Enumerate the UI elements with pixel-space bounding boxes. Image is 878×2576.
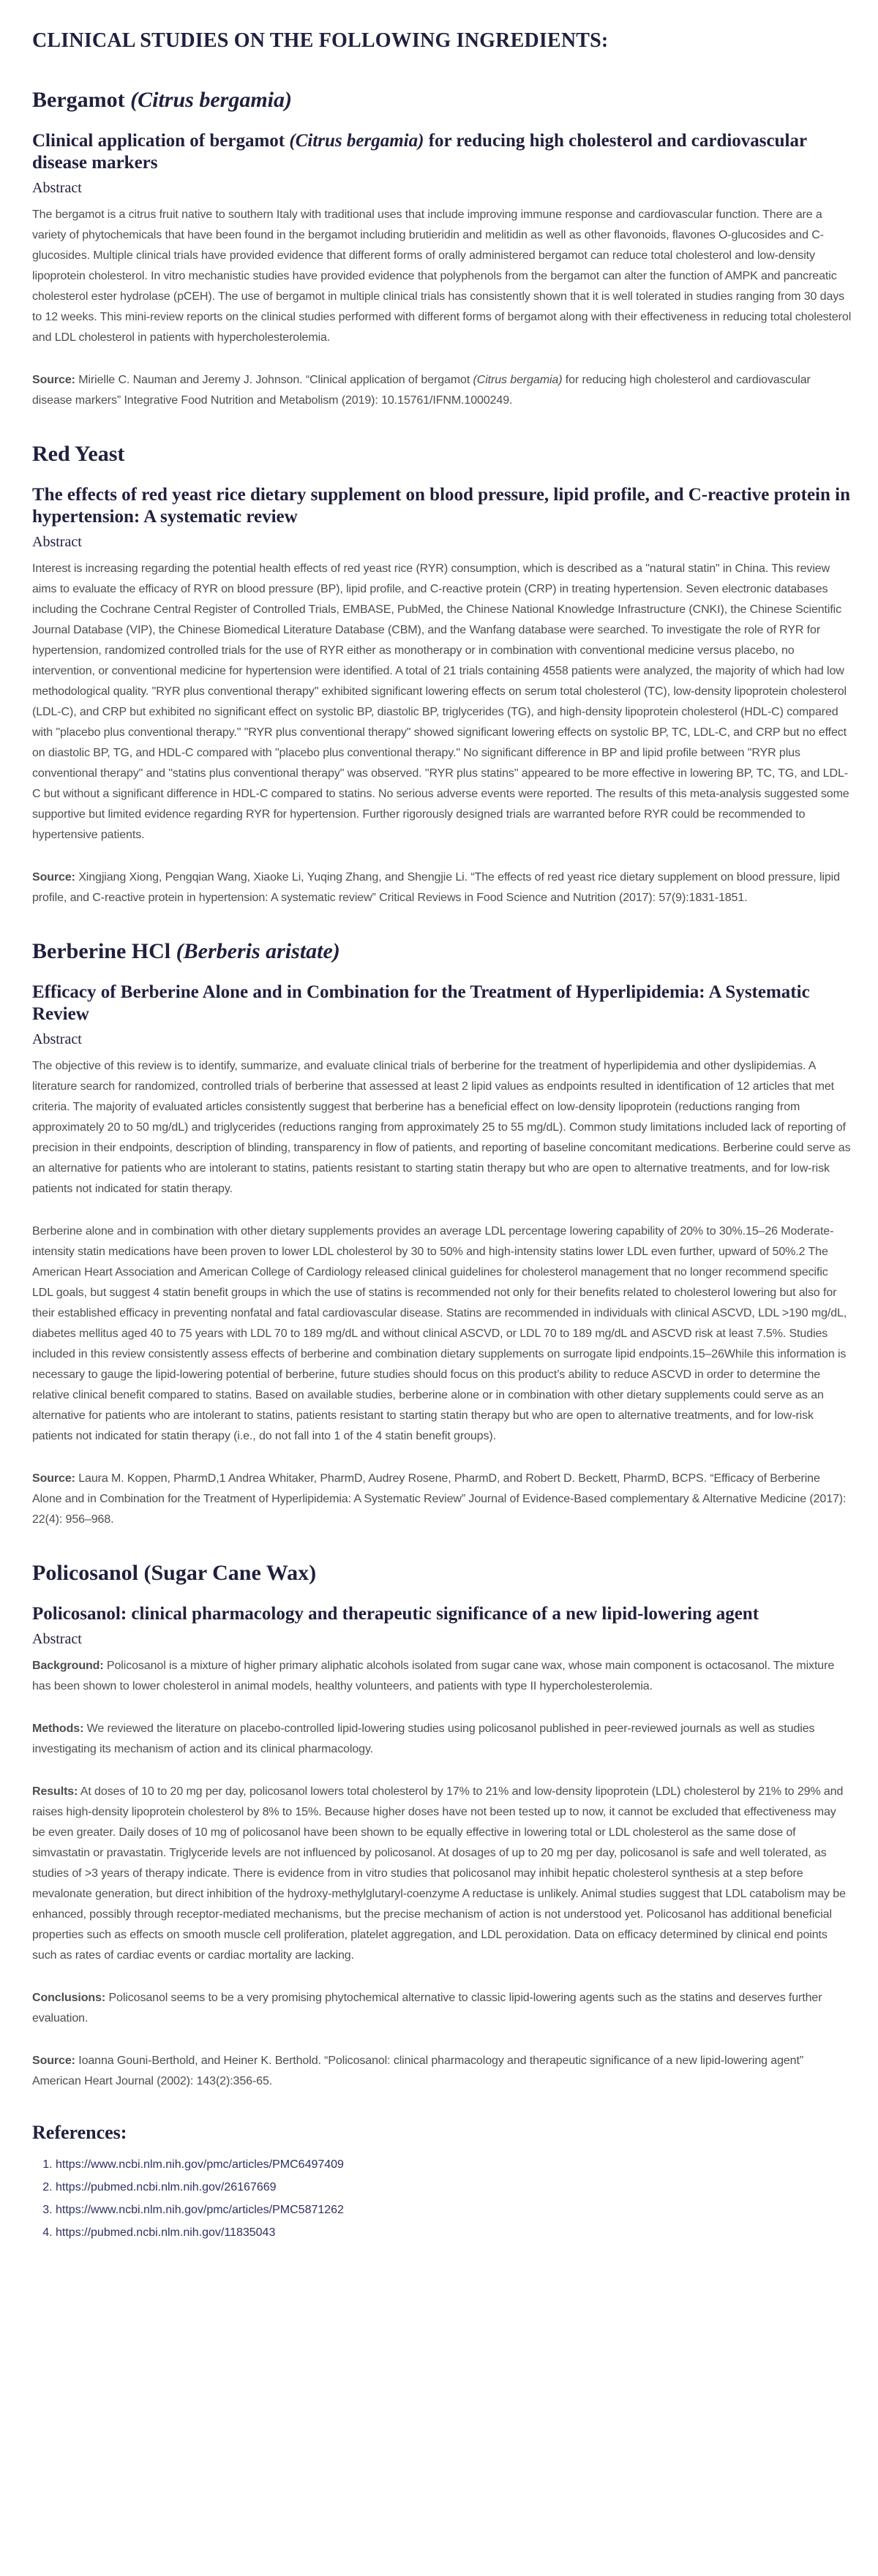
source-label: Source:: [32, 1472, 75, 1485]
latin-name: (Citrus bergamia): [473, 373, 563, 386]
source-line: Source: Ioanna Gouni-Berthold, and Heiner K. Berthold. “Policosanol: clinical pharmacology and therapeutic significance of a new lipid-lowering agent” American Heart Journal (2002): 143(2):356-65.: [32, 2054, 804, 2087]
abstract-paragraph: The objective of this review is to identify, summarize, and evaluate clinical trials of berberine for the treatment of hyperlipidemia and other dyslipidemias. A literature search for randomized, controlled trials of berberine that assessed at least 2 lipid values as endpoints resulted in identification of 12 articles that met criteria. The majority of evaluated articles consistently suggest that berberine has a beneficial effect on low-density lipoprotein (reductions ranging from approximately 20 to 50 mg/dL) and triglycerides (reductions ranging from approximately 25 to 55 mg/dL). Common study limitations included lack of reporting of precision in their endpoints, description of blinding, transparency in flow of patients, and reporting of baseline concomitant medications. Berberine could serve as an alternative for patients who are intolerant to statins, patients resistant to starting statin therapy but who are open to alternative treatments, and for low-risk patients not indicated for statin therapy.: [32, 1059, 851, 1195]
source-line: Source: Mirielle C. Nauman and Jeremy J. Johnson. “Clinical application of bergamot (Citrus bergamia) for reducing high cholesterol and cardiovascular disease markers” Integrative Food Nutrition and Metabolism (2019): 10.15761/IFNM.1000249.: [32, 373, 811, 407]
section-red-yeast: [32, 440, 852, 908]
document-title: CLINICAL STUDIES ON THE FOLLOWING INGREDIENTS:: [32, 29, 609, 52]
reference-link[interactable]: https://pubmed.ncbi.nlm.nih.gov/26167669: [56, 2180, 277, 2193]
paragraph-label: Background:: [32, 1659, 104, 1672]
section-heading: Red Yeast: [32, 441, 125, 466]
source-label: Source:: [32, 2054, 75, 2067]
latin-name: (Citrus bergamia): [289, 130, 424, 151]
reference-link[interactable]: https://www.ncbi.nlm.nih.gov/pmc/articles/PMC5871262: [56, 2203, 344, 2216]
references: [32, 2121, 852, 2244]
source-line: Source: Laura M. Koppen, PharmD,1 Andrea Whitaker, PharmD, Audrey Rosene, PharmD, and Robert D. Beckett, PharmD, BCPS. “Efficacy of Berberine Alone and in Combination for the Treatment of Hyperlipidemia: A Systematic Review” Journal of Evidence-Based complementary & Alternative Medicine (2017): 22(4): 956–968.: [32, 1472, 847, 1526]
source-label: Source:: [32, 870, 75, 884]
references-list: [32, 2153, 852, 2244]
reference-item: [56, 2153, 852, 2176]
abstract-label: Abstract: [32, 1031, 82, 1047]
abstract-label: Abstract: [32, 1630, 82, 1647]
latin-name: (Berberis aristate): [176, 938, 340, 963]
source-line: Source: Xingjiang Xiong, Pengqian Wang, Xiaoke Li, Yuqing Zhang, and Shengjie Li. “The effects of red yeast rice dietary supplement on blood pressure, lipid profile, and C-reactive protein in hypertension: A systematic review” Critical Reviews in Food Science and Nutrition (2017): 57(9):1831-1851.: [32, 870, 840, 904]
abstract-label: Abstract: [32, 179, 82, 196]
abstract-paragraph-conclusions: Conclusions: Policosanol seems to be a very promising phytochemical alternative to classic lipid-lowering agents such as the statins and deserves further evaluation.: [32, 1991, 822, 2025]
section-heading: Policosanol (Sugar Cane Wax): [32, 1560, 317, 1585]
paragraph-label: Results:: [32, 1785, 78, 1798]
reference-item: [56, 2221, 852, 2244]
article-title: Efficacy of Berberine Alone and in Combination for the Treatment of Hyperlipidemia: A Systematic Review: [32, 982, 810, 1024]
article-title: Clinical application of bergamot (Citrus bergamia) for reducing high cholesterol and cardiovascular disease markers: [32, 130, 807, 173]
source-label: Source:: [32, 373, 75, 386]
article-title: The effects of red yeast rice dietary supplement on blood pressure, lipid profile, and C-reactive protein in hypertension: A systematic review: [32, 484, 850, 527]
section-bergamot: [32, 86, 852, 411]
paragraph-label: Conclusions:: [32, 1991, 106, 2004]
abstract-paragraph-methods: Methods: We reviewed the literature on placebo-controlled lipid-lowering studies using policosanol published in peer-reviewed journals as well as studies investigating its mechanism of action and its clinical pharmacology.: [32, 1722, 815, 1755]
latin-name: (Citrus bergamia): [130, 87, 292, 112]
abstract-paragraph-results: Results: At doses of 10 to 20 mg per day, policosanol lowers total cholesterol by 17% to 21% and low-density lipoprotein (LDL) cholesterol by 21% to 29% and raises high-density lipoprotein cholesterol by 8% to 15%. Because higher doses have not been tested up to now, it cannot be excluded that effectiveness may be even greater. Daily doses of 10 mg of policosanol have been shown to be equally effective in lowering total or LDL cholesterol as the same dose of simvastatin or pravastatin. Triglyceride levels are not influenced by policosanol. At dosages of up to 20 mg per day, policosanol is safe and well tolerated, as studies of >3 years of therapy indicate. There is evidence from in vitro studies that policosanol may inhibit hepatic cholesterol synthesis at a step before mevalonate generation, but direct inhibition of the hydroxy-methylglutaryl-coenzyme A reductase is unlikely. Animal studies suggest that LDL catabolism may be enhanced, possibly through receptor-mediated mechanisms, but the precise mechanism of action is not understood yet. Policosanol has additional beneficial properties such as effects on smooth muscle cell proliferation, platelet aggregation, and LDL peroxidation. Data on efficacy determined by clinical end points such as rates of cardiac events or cardiac mortality are lacking.: [32, 1785, 846, 1962]
reference-link[interactable]: https://pubmed.ncbi.nlm.nih.gov/11835043: [56, 2226, 276, 2239]
abstract-paragraph: Interest is increasing regarding the potential health effects of red yeast rice (RYR) consumption, which is described as a "natural statin" in China. This review aims to evaluate the efficacy of RYR on blood pressure (BP), lipid profile, and C-reactive protein (CRP) in treating hypertension. Seven electronic databases including the Cochrane Central Register of Controlled Trials, EMBASE, PubMed, the Chinese National Knowledge Infrastructure (CNKI), the Chinese Scientific Journal Database (VIP), the Chinese Biomedical Literature Database (CBM), and the Wanfang database were searched. To investigate the role of RYR for hypertension, randomized controlled trials for the use of RYR either as monotherapy or in combination with conventional medicine versus placebo, no intervention, or conventional medicine for hypertension were identified. A total of 21 trials containing 4558 patients were analyzed, the majority of which had low methodological quality. "RYR plus conventional therapy" exhibited significant lowering effects on serum total cholesterol (TC), low-density lipoprotein cholesterol (LDL-C), and CRP but exhibited no significant effect on systolic BP, diastolic BP, triglycerides (TG), and high-density lipoprotein cholesterol (HDL-C) compared with "placebo plus conventional therapy." "RYR plus conventional therapy" showed significant lowering effects on systolic BP, TC, LDL-C, and CRP but no effect on diastolic BP, TG, and HDL-C compared with "placebo plus conventional therapy." No significant difference in BP and lipid profile between "RYR plus conventional therapy" and "statins plus conventional therapy" was observed. "RYR plus statins" appeared to be more effective in lowering BP, TC, TG, and LDL-C but without a significant difference in HDL-C compared to statins. No serious adverse events were reported. The results of this meta-analysis suggested some supportive but limited evidence regarding RYR for hypertension. Further rigorously designed trials are warranted before RYR could be recommended to hypertensive patients.: [32, 562, 849, 841]
references-heading: References:: [32, 2121, 127, 2143]
paragraph-label: Methods:: [32, 1722, 84, 1735]
reference-item: [56, 2176, 852, 2199]
section-policosanol: [32, 1559, 852, 2092]
abstract-label: Abstract: [32, 533, 82, 550]
reference-item: [56, 2199, 852, 2221]
section-heading: Berberine HCl (Berberis aristate): [32, 938, 340, 963]
section-berberine: [32, 938, 852, 1530]
abstract-paragraph-background: Background: Policosanol is a mixture of higher primary aliphatic alcohols isolated from sugar cane wax, whose main component is octacosanol. The mixture has been shown to lower cholesterol in animal models, healthy volunteers, and patients with type II hypercholesterolemia.: [32, 1659, 835, 1692]
abstract-paragraph: The bergamot is a citrus fruit native to southern Italy with traditional uses that include improving immune response and cardiovascular function. There are a variety of phytochemicals that have been found in the bergamot including brutieridin and melitidin as well as other flavonoids, flavones O-glucosides and C-glucosides. Multiple clinical trials have provided evidence that different forms of orally administered bergamot can reduce total cholesterol and low-density lipoprotein cholesterol. In vitro mechanistic studies have provided evidence that polyphenols from the bergamot can alter the function of AMPK and pancreatic cholesterol ester hydrolase (pCEH). The use of bergamot in multiple clinical trials has consistently shown that it is well tolerated in studies ranging from 30 days to 12 weeks. This mini-review reports on the clinical studies performed with different forms of bergamot along with their effectiveness in reducing total cholesterol and LDL cholesterol in patients with hypercholesterolemia.: [32, 208, 852, 344]
article-title: Policosanol: clinical pharmacology and therapeutic significance of a new lipid-lowering agent: [32, 1603, 759, 1624]
reference-link[interactable]: https://www.ncbi.nlm.nih.gov/pmc/articles/PMC6497409: [56, 2158, 344, 2171]
abstract-paragraph: Berberine alone and in combination with other dietary supplements provides an average LDL percentage lowering capability of 20% to 30%.15–26 Moderate-intensity statin medications have been proven to lower LDL cholesterol by 30 to 50% and high-intensity statins lower LDL even further, upward of 50%.2 The American Heart Association and American College of Cardiology released clinical guidelines for cholesterol management that no longer recommend specific LDL goals, but suggest 4 statin benefit groups in which the use of statins is recommended not only for their benefits related to cholesterol lowering but also for their established efficacy in preventing nonfatal and fatal cardiovascular disease. Statins are recommended in individuals with clinical ASCVD, LDL >190 mg/dL, diabetes mellitus aged 40 to 75 years with LDL 70 to 189 mg/dL and without clinical ASCVD, or LDL 70 to 189 mg/dL and ASCVD risk at least 7.5%. Studies included in this review consistently assess effects of berberine and combination dietary supplements on surrogate lipid endpoints.15–26While this information is necessary to gauge the lipid-lowering potential of berberine, future studies should focus on this product’s ability to reduce ASCVD in order to determine the relative clinical benefit compared to statins. Based on available studies, berberine alone or in combination with other dietary supplements could serve as an alternative for patients who are intolerant to statins, patients resistant to starting statin therapy but who are open to alternative treatments, and for low-risk patients not indicated for statin therapy (i.e., do not fall into 1 of the 4 statin benefit groups).: [32, 1224, 847, 1442]
section-heading: Bergamot (Citrus bergamia): [32, 87, 292, 112]
